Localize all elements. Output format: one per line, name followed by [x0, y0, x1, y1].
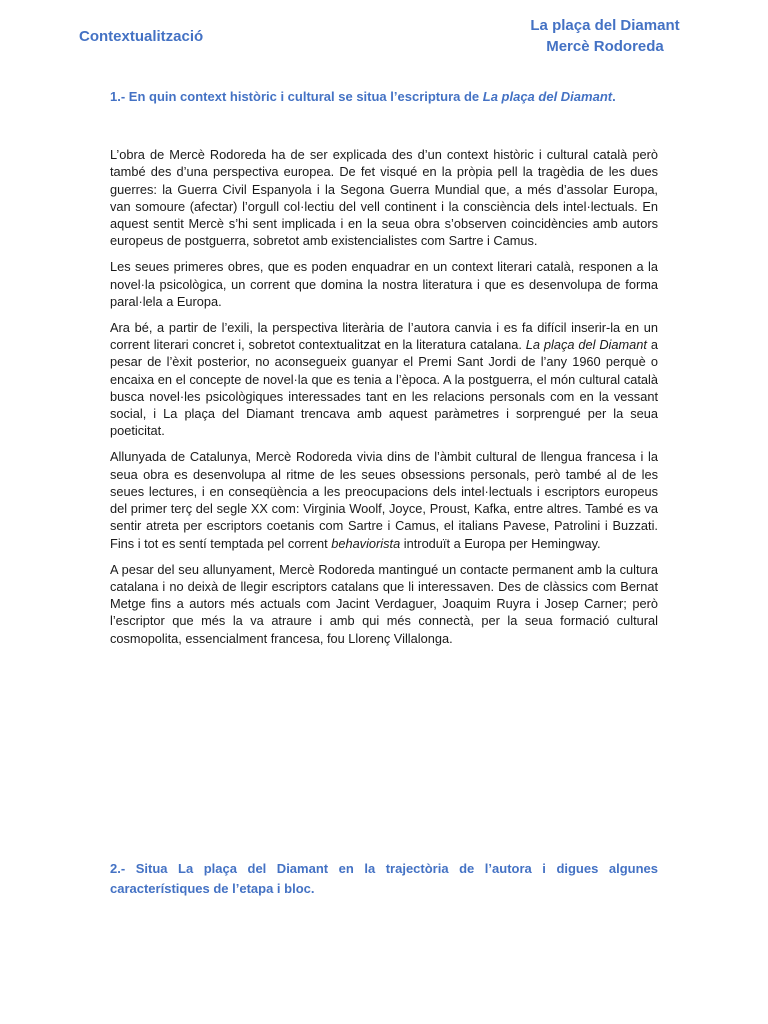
paragraph-4-end: introduït a Europa per Hemingway. [400, 535, 601, 551]
paragraph-4-start: Allunyada de Catalunya, Mercè Rodoreda vivia dins de l’àmbit cultural de llengua francesa i la seua obra es desenvolupa al ritme de les seues obsessions personals, però també al de les seues lectures, i en conseqüència a les preocupacions dels intel·lectuals i escriptors europeus del primer terç del segle XX com: Virginia Woolf, Joyce, Proust, Kafka, entre altres. També es va sentir atreta per escriptors coetanis com Sartre i Camus, el italians Pavese, Patrolini i Buzzati. Fins i tot es sentí temptada pel corrent [110, 449, 658, 551]
paragraph-3 [110, 319, 658, 440]
paragraph-4-italic-term: behaviorista [331, 535, 401, 551]
author-name: Mercè Rodoreda [546, 38, 664, 55]
paragraph-1: L’obra de Mercè Rodoreda ha de ser explicada des d’un context històric i cultural català però també des d’una perspectiva europea. De fet visqué en la pròpia pell la tragèdia de les dues guerres: la Guerra Civil Espanyola i la Segona Guerra Mundial que, a més d’assolar Europa, van somoure (afectar) l’orgull col·lectiu del vell continent i la consciència dels intel·lectuals. En aquest sentit Mercè s’hi sent implicada i en la seua obra s’observen coincidències amb autors europeus de postguerra, sobretot amb existencialistes com Sartre i Camus. [110, 147, 658, 249]
document-header [485, 15, 725, 57]
question-1 [110, 89, 660, 105]
question-1-book-title: La plaça del Diamant [482, 89, 613, 104]
section-title: Contextualització [79, 28, 204, 45]
question-1-prefix: 1.- En quin context històric i cultural se situa l’escriptura de [110, 89, 483, 104]
paragraph-3-book-title: La plaça del Diamant [525, 336, 647, 352]
paragraph-5: A pesar del seu allunyament, Mercè Rodoreda mantingué un contacte permanent amb la cultura catalana i no deixà de llegir escriptors catalans que li interessaven. Des de clàssics com Bernat Metge fins a autors més actuals com Jacint Verdaguer, Joaquim Ruyra i Josep Carner; però l’escriptor que més la va atraure i amb qui més connectà, per la seua formació cultural cosmopolita, essencialment francesa, fou Llorenç Villalonga. [110, 561, 658, 646]
paragraph-4 [110, 448, 658, 552]
question-1-suffix: . [612, 89, 616, 104]
paragraph-3-end: a pesar de l’èxit posterior, no aconsegueix guanyar el Premi Sant Jordi de l’any 1960 perquè o encaixa en el concepte de novel·la que es tenia a l’època. A la postguerra, el món cultural català busca novel·les psicològiques interessades tant en les relacions personals com en la vessant social, i La plaça del Diamant trencava amb aquest paràmetres i sorprengué per la seua poeticitat. [110, 336, 658, 439]
paragraph-2: Les seues primeres obres, que es poden enquadrar en un context literari català, responen a la novel·la psicològica, un corrent que domina la nostra literatura i que es desenvolupa de forma paral·lela a Europa. [110, 259, 658, 309]
paragraph-3-start: Ara bé, a partir de l’exili, la perspectiva literària de l’autora canvia i es fa difícil inserir-la en un corrent literari concret i, sobretot contextualitzat en la literatura catalana. [110, 319, 658, 352]
book-title: La plaça del Diamant [530, 17, 680, 34]
answer-body [110, 146, 658, 656]
question-2: 2.- Situa La plaça del Diamant en la trajectòria de l’autora i digues algunes característiques de l’etapa i bloc. [110, 861, 658, 896]
